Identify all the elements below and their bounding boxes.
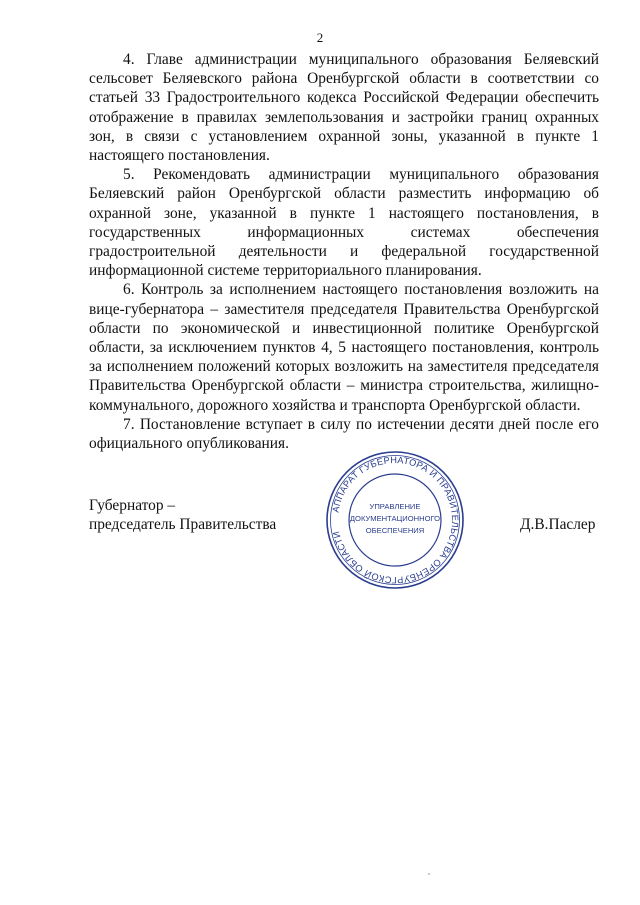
seal-outer-text: АППАРАТ ГУБЕРНАТОРА И ПРАВИТЕЛЬСТВА ОРЕНБУРГСКОЙ ОБЛАСТИ (330, 454, 461, 586)
paragraph-5: 5. Рекомендовать администрации муниципального образования Беляевский район Оренбургской области разместить информацию об охранной зоне, указанной в пункте 1 настоящего постановления, в государственных информационных системах обеспечения градостроительной деятельности и федеральной государственной информационной системе территориального планирования. (89, 166, 599, 280)
paragraph-7: 7. Постановление вступает в силу по истечении десяти дней после его официального опубликования. (89, 415, 599, 453)
paragraph-6: 6. Контроль за исполнением настоящего постановления возложить на вице-губернатора – заместителя председателя Правительства Оренбургской области по экономической и инвестиционной политике Оренбургской области, за исключением пунктов 4, 5 настоящего постановления, контроль за исполнением положений которых возложить на заместителя председателя Правительства Оренбургской области – министра строительства, жилищно-коммунального, дорожного хозяйства и транспорта Оренбургской области. (89, 281, 599, 414)
seal-inner-line-3: ОБЕСПЕЧЕНИЯ (365, 526, 425, 535)
signatory-position (89, 496, 276, 534)
paragraph-4: 4. Главе администрации муниципального образования Беляевский сельсовет Беляевского района Оренбургской области в соответствии со статьей 33 Градостроительного кодекса Российской Федерации обеспечить отображение в правилах землепользования и застройки границ охранных зон, в связи с установлением охранной зоны, указанной в пункте 1 настоящего постановления. (89, 51, 599, 165)
scan-speck (428, 873, 430, 875)
document-body (89, 50, 599, 453)
official-seal-stamp (323, 448, 467, 592)
position-line-2: председатель Правительства (89, 516, 277, 534)
position-line-1: Губернатор – (89, 497, 176, 514)
seal-inner-line-2: ДОКУМЕНТАЦИОННОГО (349, 514, 441, 523)
signatory-name: Д.В.Паслер (520, 516, 596, 533)
seal-inner-line-1: УПРАВЛЕНИЕ (369, 502, 421, 511)
page-number: 2 (316, 30, 324, 45)
